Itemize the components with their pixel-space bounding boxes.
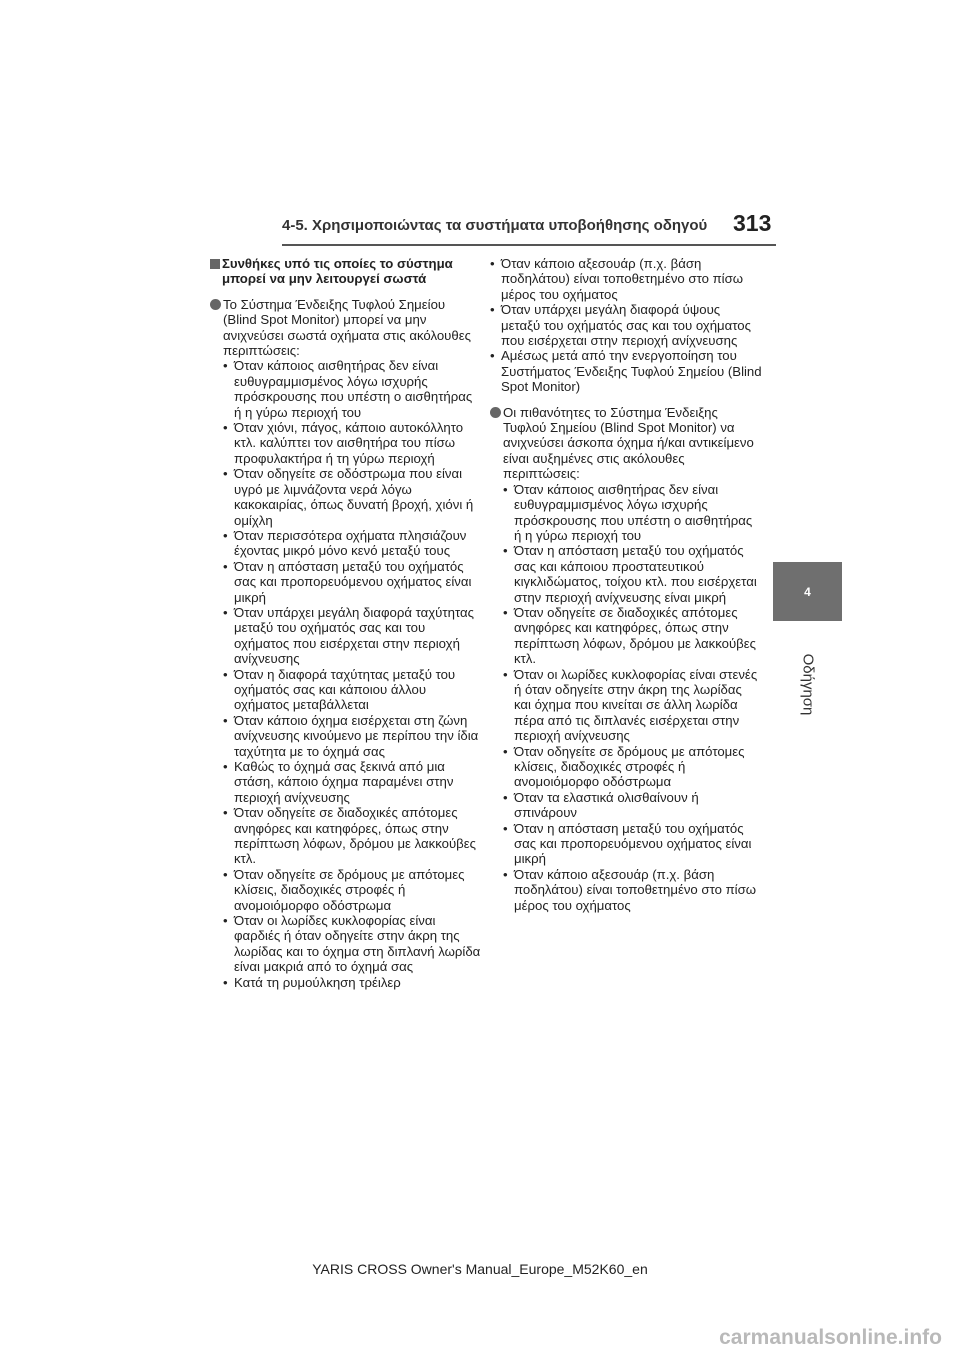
list-item: • Κατά τη ρυμούλκηση τρέιλερ — [223, 975, 482, 990]
list-item: • Όταν η απόσταση μεταξύ του οχήματός σας και προπορευόμενου οχήματος είναι μικρή — [503, 821, 762, 867]
list-item: • Όταν κάποιο όχημα εισέρχεται στη ζώνη ανίχνευσης κινούμενο με περίπου την ίδια ταχύτητα με το όχημά σας — [223, 713, 482, 759]
section-title: 4-5. Χρησιμοποιώντας τα συστήματα υποβοήθησης οδηγού — [282, 217, 708, 234]
continued-conditions-list — [490, 256, 762, 395]
watermark: carmanualsonline.info — [719, 1326, 942, 1349]
false-detection-intro: Οι πιθανότητες το Σύστημα Ένδειξης Τυφλού Σημείου (Blind Spot Monitor) να ανιχνεύσει άσκοπα όχημα ή/και αντικείμενο είναι αυξημένες στις ακόλουθες περιπτώσεις: — [503, 404, 754, 482]
circle-bullet-icon — [210, 299, 221, 310]
section-heading-text: Συνθήκες υπό τις οποίες το σύστημα μπορεί να μην λειτουργεί σωστά — [222, 256, 453, 287]
list-item: • Όταν τα ελαστικά ολισθαίνουν ή σπινάρουν — [503, 790, 762, 821]
circle-bullet-icon — [490, 407, 501, 418]
chapter-tab — [773, 562, 842, 621]
list-item: • Όταν η απόσταση μεταξύ του οχήματός σας και κάποιου προστατευτικού κιγκλιδώματος, τοίχου κτλ. που εισέρχεται στην περιοχή ανίχνευσης είναι μικρή — [503, 543, 762, 605]
list-item: • Όταν οδηγείτε σε δρόμους με απότομες κλίσεις, διαδοχικές στροφές ή ανομοιόμορφο οδόστρωμα — [503, 744, 762, 790]
list-item: • Όταν οι λωρίδες κυκλοφορίας είναι στενές ή όταν οδηγείτε στην άκρη της λωρίδας και όχημα που κινείται σε άλλη λωρίδα πέρα από τις διπλανές εισέρχεται στην περιοχή ανίχνευσης — [503, 667, 762, 744]
list-item: • Όταν οδηγείτε σε οδόστρωμα που είναι υγρό με λιμνάζοντα νερά λόγω κακοκαιρίας, όπως δυνατή βροχή, χιόνι ή ομίχλη — [223, 466, 482, 528]
list-item: • Όταν υπάρχει μεγάλη διαφορά ύψους μεταξύ του οχήματός σας και του οχήματος που εισέρχεται στην περιοχή ανίχνευσης — [490, 302, 762, 348]
square-bullet-icon — [210, 259, 220, 269]
chapter-number: 4 — [804, 584, 811, 599]
list-item: • Όταν υπάρχει μεγάλη διαφορά ταχύτητας μεταξύ του οχήματός σας και του οχήματος που εισέρχεται στην περιοχή ανίχνευσης — [223, 605, 482, 667]
list-item: • Όταν χιόνι, πάγος, κάποιο αυτοκόλλητο κτλ. καλύπτει τον αισθητήρα του πίσω προφυλακτήρα ή τη γύρω περιοχή — [223, 420, 482, 466]
continued-conditions — [490, 256, 762, 395]
false-detection-paragraph — [490, 405, 762, 913]
list-item: • Όταν περισσότερα οχήματα πλησιάζουν έχοντας μικρό μόνο κενό μεταξύ τους — [223, 528, 482, 559]
list-item: • Καθώς το όχημά σας ξεκινά από μια στάση, κάποιο όχημα παραμένει στην περιοχή ανίχνευσης — [223, 759, 482, 805]
page-number: 313 — [733, 210, 772, 236]
list-item: • Όταν οδηγείτε σε διαδοχικές απότομες ανηφόρες και κατηφόρες, όπως στην περίπτωση λόφων, δρόμου με λακκούβες κτλ. — [223, 805, 482, 867]
list-item: • Όταν οδηγείτε σε δρόμους με απότομες κλίσεις, διαδοχικές στροφές ή ανομοιόμορφο οδόστρωμα — [223, 867, 482, 913]
section-heading — [210, 256, 482, 287]
list-item: • Όταν οι λωρίδες κυκλοφορίας είναι φαρδιές ή όταν οδηγείτε στην άκρη της λωρίδας και το όχημα στη διπλανή λωρίδα είναι μακριά από το όχημά σας — [223, 913, 482, 975]
intro-text: Το Σύστημα Ένδειξης Τυφλού Σημείου (Blind Spot Monitor) μπορεί να μην ανιχνεύσει σωστά οχήματα στις ακόλουθες περιπτώσεις: — [223, 296, 471, 359]
header-rule — [282, 244, 776, 246]
list-item: • Όταν η διαφορά ταχύτητας μεταξύ του οχήματός σας και κάποιου άλλου οχήματος μεταβάλλεται — [223, 667, 482, 713]
chapter-label-container — [780, 632, 835, 736]
false-detection-list — [503, 482, 762, 913]
right-column — [490, 256, 762, 923]
footer-manual-id: YARIS CROSS Owner's Manual_Europe_M52K60_en — [312, 1261, 648, 1277]
list-item: • Όταν κάποιο αξεσουάρ (π.χ. βάση ποδηλάτου) είναι τοποθετημένο στο πίσω μέρος του οχήματος — [503, 867, 762, 913]
list-item: • Αμέσως μετά από την ενεργοποίηση του Συστήματος Ένδειξης Τυφλού Σημείου (Blind Spot Monitor) — [490, 348, 762, 394]
list-item: • Όταν η απόσταση μεταξύ του οχήματός σας και προπορευόμενου οχήματος είναι μικρή — [223, 559, 482, 605]
intro-paragraph — [210, 297, 482, 990]
conditions-list — [223, 358, 482, 990]
chapter-label: Οδήγηση — [799, 653, 816, 715]
left-column — [210, 256, 482, 1000]
list-item: • Όταν οδηγείτε σε διαδοχικές απότομες ανηφόρες και κατηφόρες, όπως στην περίπτωση λόφων, δρόμου με λακκούβες κτλ. — [503, 605, 762, 667]
list-item: • Όταν κάποιος αισθητήρας δεν είναι ευθυγραμμισμένος λόγω ισχυρής πρόσκρουσης που υπέστη ο αισθητήρας ή η γύρω περιοχή του — [223, 358, 482, 420]
list-item: • Όταν κάποιος αισθητήρας δεν είναι ευθυγραμμισμένος λόγω ισχυρής πρόσκρουσης που υπέστη ο αισθητήρας ή η γύρω περιοχή του — [503, 482, 762, 544]
list-item: • Όταν κάποιο αξεσουάρ (π.χ. βάση ποδηλάτου) είναι τοποθετημένο στο πίσω μέρος του οχήματος — [490, 256, 762, 302]
